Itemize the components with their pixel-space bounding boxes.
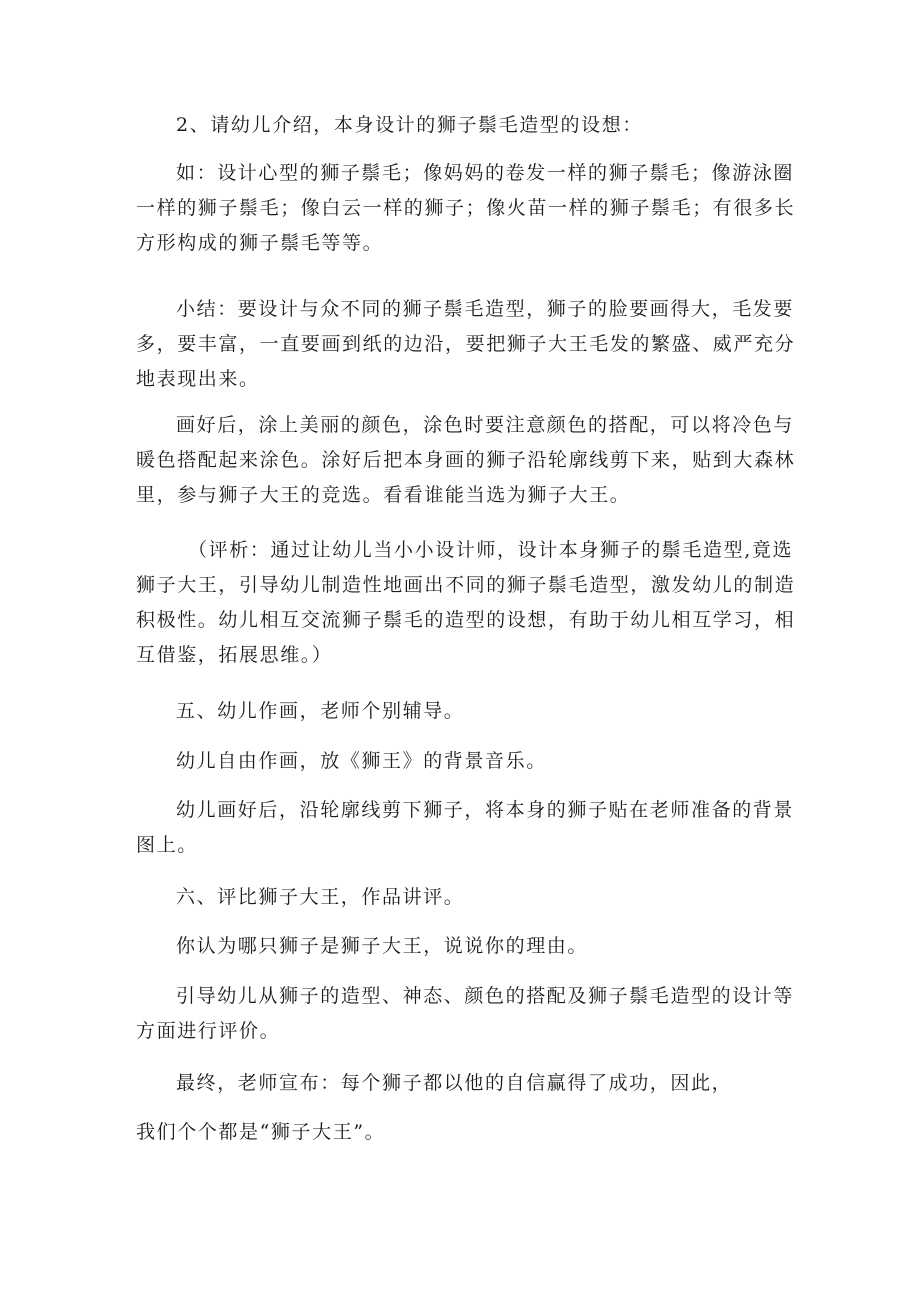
- paragraph-free-drawing: 幼儿自由作画，放《狮王》的背景音乐。: [176, 750, 547, 772]
- paragraph-examples: 如：设计心型的狮子鬃毛；像妈妈的卷发一样的狮子鬃毛；像游泳圈一样的狮子鬃毛；像白云一样的狮子；像火苗一样的狮子鬃毛；有很多长方形构成的狮子鬃毛等等。: [136, 162, 796, 254]
- section-heading-five: 五、幼儿作画，老师个别辅导。: [176, 700, 465, 722]
- paragraph-conclusion: 最终，老师宣布：每个狮子都以他的自信赢得了成功，因此，: [176, 1072, 733, 1094]
- paragraph-cut-and-paste: 幼儿画好后，沿轮廓线剪下狮子，将本身的狮子贴在老师准备的背景图上。: [136, 799, 795, 856]
- paragraph-guidance: 引导幼儿从狮子的造型、神态、颜色的搭配及狮子鬃毛造型的设计等方面进行评价。: [136, 985, 795, 1042]
- paragraph-commentary: （评析：通过让幼儿当小小设计师，设计本身狮子的鬃毛造型,竟选狮子大王，引导幼儿制造性地画出不同的狮子鬃毛造型，激发幼儿的制造积极性。幼儿相互交流狮子鬃毛的造型的设想，有助于幼儿相互学习，相互借鉴，拓展思维。）: [136, 539, 796, 666]
- paragraph-intro-step-2: 2、请幼儿介绍，本身设计的狮子鬃毛造型的设想：: [176, 114, 643, 136]
- paragraph-coloring: 画好后，涂上美丽的颜色，涂色时要注意颜色的搭配，可以将冷色与暖色搭配起来涂色。涂好后把本身画的狮子沿轮廓线剪下来，贴到大森林里，参与狮子大王的竞选。看看谁能当选为狮子大王。: [136, 414, 796, 506]
- paragraph-final-line: 我们个个都是“狮子大王”。: [136, 1121, 386, 1143]
- paragraph-question: 你认为哪只狮子是狮子大王，说说你的理由。: [176, 935, 589, 957]
- paragraph-summary: 小结：要设计与众不同的狮子鬃毛造型，狮子的脸要画得大，毛发要多，要丰富，一直要画到纸的边沿，要把狮子大王毛发的繁盛、威严充分地表现出来。: [136, 298, 796, 390]
- section-heading-six: 六、评比狮子大王，作品讲评。: [176, 886, 465, 908]
